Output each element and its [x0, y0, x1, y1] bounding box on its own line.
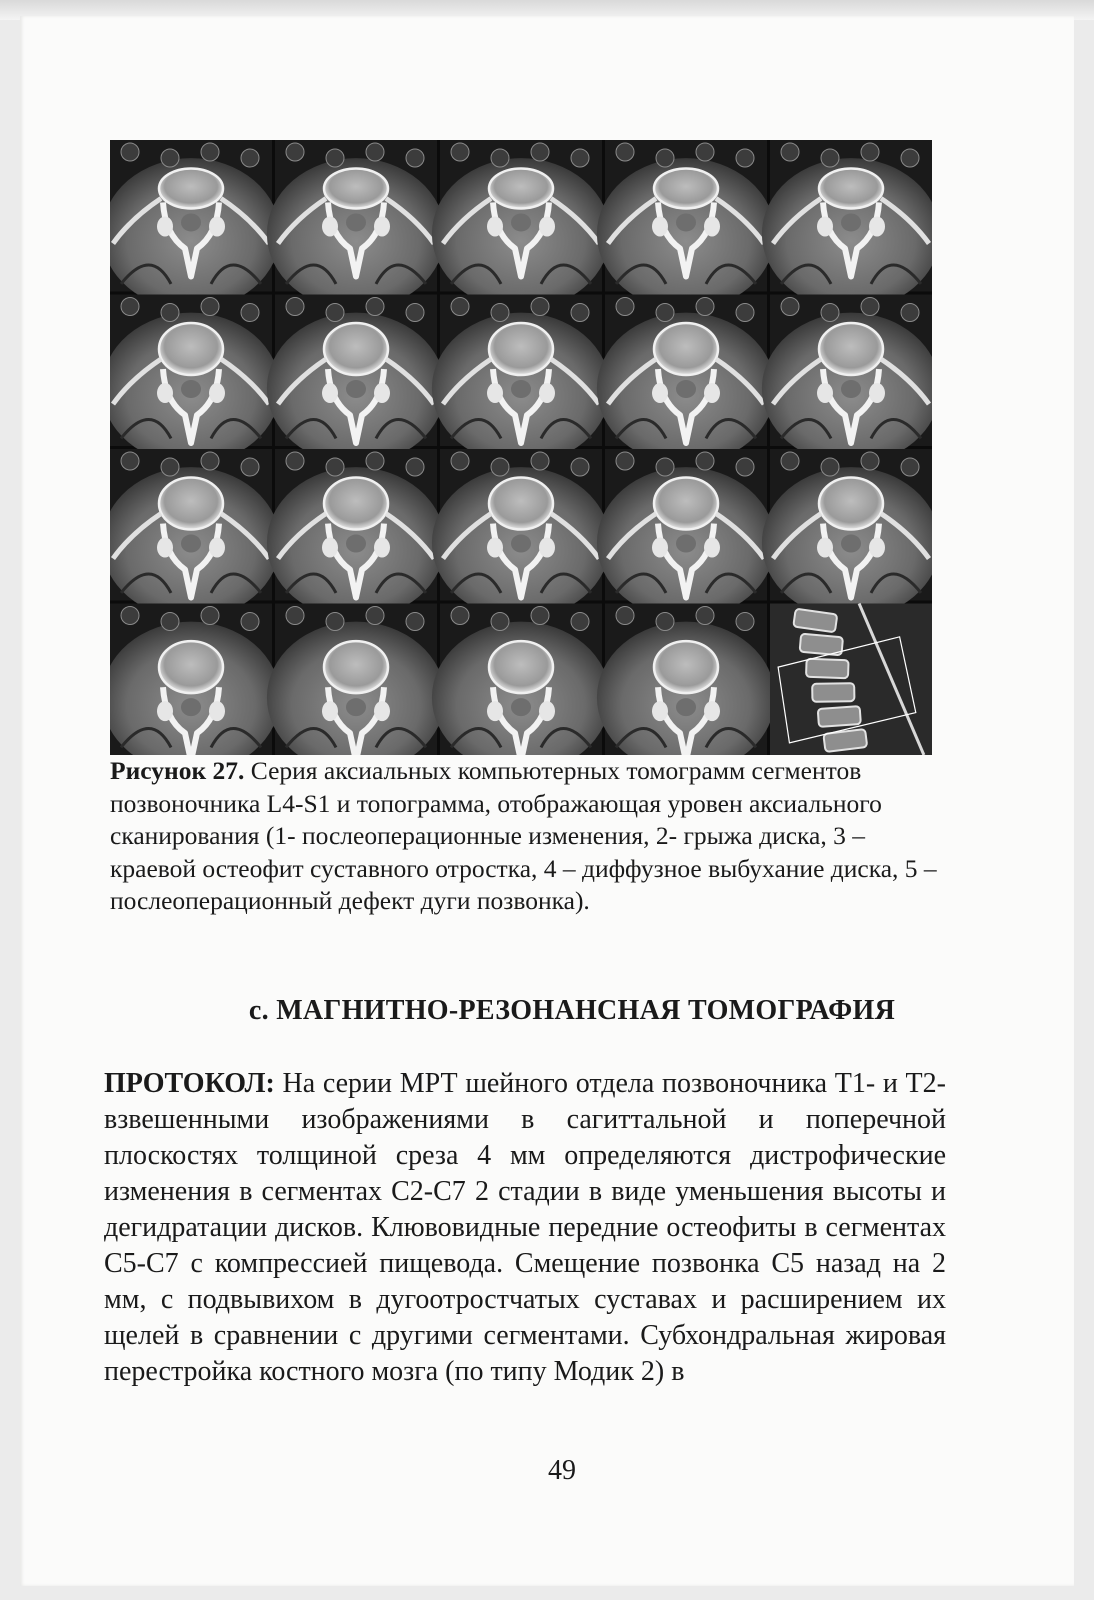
axial-ct-slice [432, 449, 610, 619]
axial-ct-slice [432, 604, 610, 756]
axial-ct-slice [110, 140, 280, 310]
figure-caption [110, 755, 950, 918]
page-number: 49 [548, 1455, 576, 1486]
axial-ct-slice [762, 140, 932, 310]
axial-ct-slice [762, 449, 932, 619]
figure-caption-text: Серия аксиальных компьютерных томограмм сегментов позвоночника L4-S1 и топограмма, отображающая уровен аксиального сканирования (1- послеоперационные изменения, 2- грыжа диска, 3 – краевой остеофит суставного отростка, 4 – диффузное выбухание диска, 5 – послеоперационный дефект дуги позвонка). [110, 756, 937, 915]
protocol-paragraph [104, 1066, 946, 1390]
protocol-lead: ПРОТОКОЛ: [104, 1068, 275, 1099]
axial-ct-slice [267, 449, 445, 619]
axial-ct-slice [110, 449, 280, 619]
section-title: с. МАГНИТНО-РЕЗОНАНСНАЯ ТОМОГРАФИЯ [248, 995, 896, 1026]
protocol-text: На серии МРТ шейного отдела позвоночника Т1- и Т2-взвешенными изображениями в сагиттальной и поперечной плоскостях толщиной среза 4 мм определяются дистрофические изменения в сегментах С2-С7 2 стадии в виде уменьшения высоты и дегидратации дисков. Клювовидные передние остеофиты в сегментах С5-С7 с компрессией пищевода. Смещение позвонка С5 назад на 2 мм, с подвывихом в дугоотростчатых суставах и расширением их щелей в сравнении с другими сегментами. Субхондральная жировая перестройка костного мозга (по типу Модик 2) в [104, 1068, 946, 1387]
axial-ct-slice [432, 295, 610, 465]
axial-ct-slice [597, 604, 775, 756]
axial-ct-slice [597, 140, 775, 310]
ct-tomogram-figure [110, 140, 932, 755]
axial-ct-slice [267, 604, 445, 756]
figure-label: Рисунок 27. [110, 756, 245, 785]
axial-ct-slice [597, 295, 775, 465]
axial-ct-slice [597, 449, 775, 619]
axial-ct-slice [110, 295, 280, 465]
ct-scan-grid [110, 140, 932, 755]
axial-ct-slice [432, 140, 610, 310]
axial-ct-slice [110, 604, 280, 756]
topogram-image [770, 604, 932, 756]
axial-ct-slice [267, 295, 445, 465]
axial-ct-slice [762, 295, 932, 465]
axial-ct-slice [267, 140, 445, 310]
